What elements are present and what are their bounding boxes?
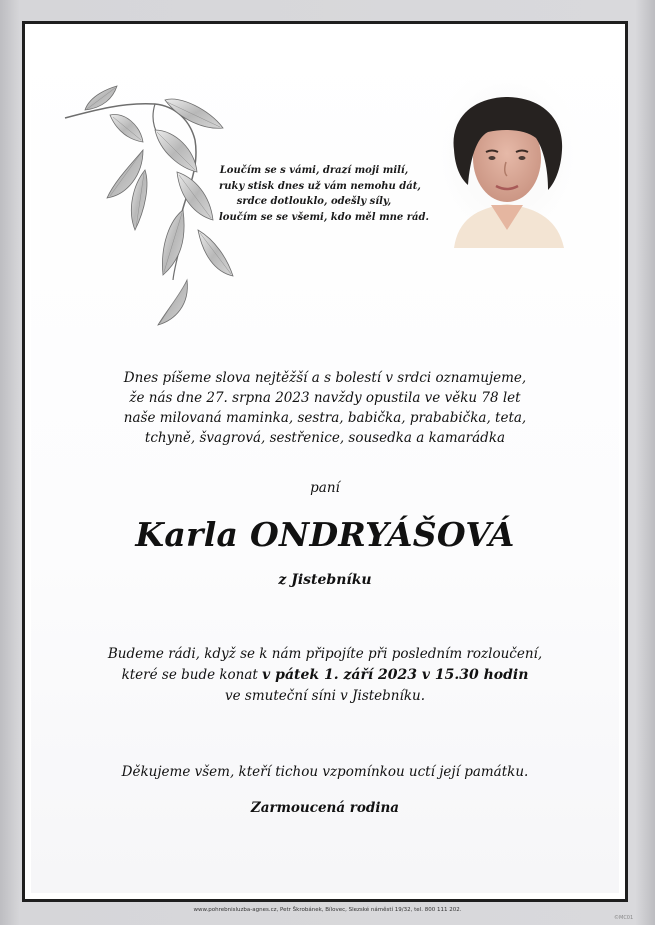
poem-line: loučím se se všemi, kdo měl mne rád. xyxy=(219,211,429,223)
leaf-branch-decoration xyxy=(55,80,240,330)
funeral-details xyxy=(75,644,575,707)
funeral-date-time: v pátek 1. září 2023 v 15.30 hodin xyxy=(262,667,529,683)
funeral-line xyxy=(75,665,575,686)
farewell-poem xyxy=(219,163,429,225)
poem-line: ruky stisk dnes už vám nemohu dát, xyxy=(219,180,421,192)
announcement-line: naše milovaná maminka, sestra, babička, prababička, teta, xyxy=(123,410,527,426)
announcement-line: tchyně, švagrová, sestřenice, sousedka a kamarádka xyxy=(144,430,506,446)
funeral-line: Budeme rádi, když se k nám připojíte při posledním rozloučení, xyxy=(107,646,543,662)
deceased-name: Karla ONDRYÁŠOVÁ xyxy=(135,515,515,554)
funeral-line-prefix: které se bude konat xyxy=(121,667,263,683)
signature: Zarmoucená rodina xyxy=(250,800,400,816)
footer-contact: www.pohrebnisluzba-agnes.cz, Petr Škrobánek, Bílovec, Slezské náměstí 19/32, tel. 800 111 202. xyxy=(193,907,462,913)
deceased-origin: z Jistebníku xyxy=(278,572,372,588)
poem-line: Loučím se s vámi, drazí moji milí, xyxy=(219,165,409,176)
poem-line: srdce dotlouklo, odešly síly, xyxy=(236,196,392,207)
honorific: paní xyxy=(310,480,340,496)
funeral-line: ve smuteční síni v Jistebníku. xyxy=(225,688,425,704)
portrait-photo xyxy=(436,80,578,248)
thanks-text: Děkujeme všem, kteří tichou vzpomínkou uctí její památku. xyxy=(121,764,529,780)
corner-mark: ©MC01 xyxy=(614,915,634,921)
announcement-line: že nás dne 27. srpna 2023 navždy opustila ve věku 78 let xyxy=(129,390,521,406)
announcement-line: Dnes píšeme slova nejtěžší a s bolestí v srdci oznamujeme, xyxy=(123,370,527,386)
announcement-text xyxy=(80,368,570,448)
